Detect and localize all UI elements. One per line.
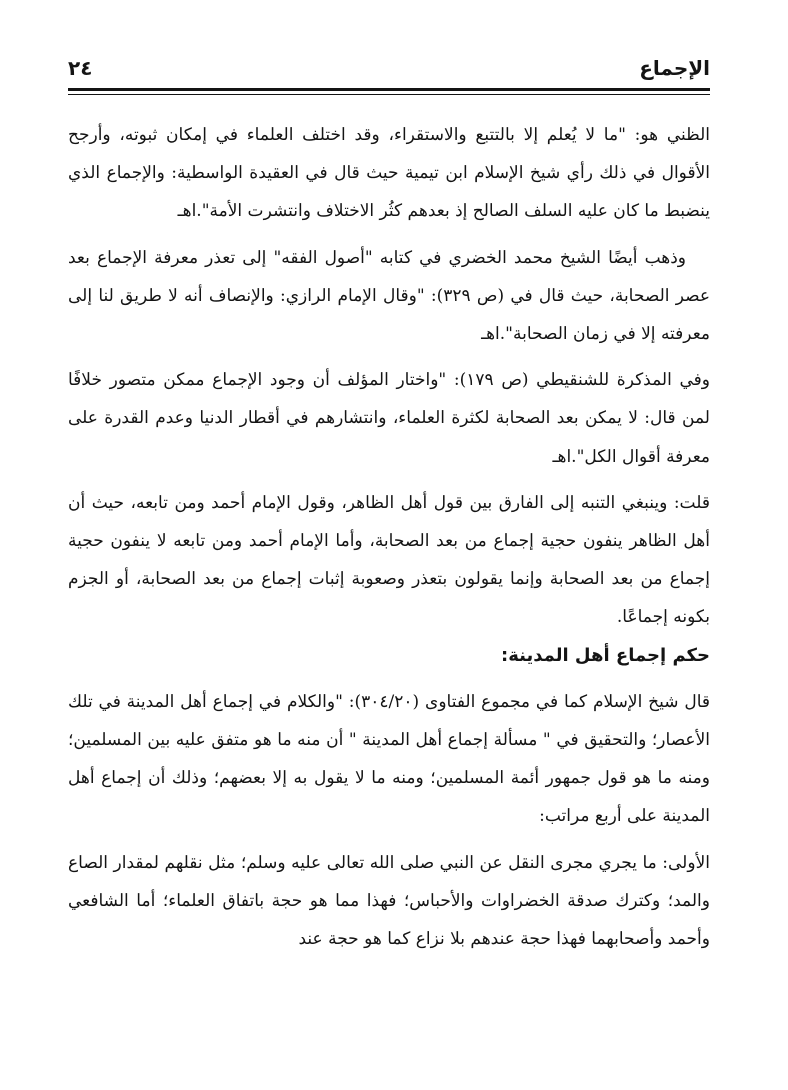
paragraph-4: قلت: وينبغي التنبه إلى الفارق بين قول أهل الظاهر، وقول الإمام أحمد ومن تابعه، حيث أن أهل الظاهر ينفون حجية إجماع من بعد الصحابة، وأما الإمام أحمد ومن تابعه لا ينفون حجية إجماع من بعد الصحابة وإنما يقولون بتعذر وصعوبة إثبات إجماع من بعد الصحابة، أو الجزم بكونه إجماعًا. bbox=[68, 492, 710, 628]
header-rule-thin bbox=[68, 94, 710, 95]
paragraph-6: الأولى: ما يجري مجرى النقل عن النبي صلى الله تعالى عليه وسلم؛ مثل نقلهم لمقدار الصاع والمد؛ وكترك صدقة الخضراوات والأحباس؛ فهذا مما هو حجة باتفاق العلماء؛ أما الشافعي وأحمد وأصحابهما فهذا حجة عندهم بلا نزاع كما هو حجة عند bbox=[68, 852, 710, 950]
section-heading: حكم إجماع أهل المدينة: bbox=[501, 644, 710, 666]
paragraph-1: الظني هو: "ما لا يُعلم إلا بالتتبع والاستقراء، وقد اختلف العلماء في إمكان ثبوته، وأرجح الأقوال في ذلك رأي شيخ الإسلام ابن تيمية حيث قال في العقيدة الواسطية: والإجماع الذي ينضبط ما كان عليه السلف الصالح إذ بعدهم كثُر الاختلاف وانتشرت الأمة".اهـ bbox=[68, 125, 710, 222]
paragraph-3: وفي المذكرة للشنقيطي (ص ١٧٩): "واختار المؤلف أن وجود الإجماع ممكن متصور خلافًا لمن قال: لا يمكن بعد الصحابة لكثرة العلماء، وانتشارهم في أقطار الدنيا وعدم القدرة على معرفة أقوال الكل".اهـ bbox=[68, 370, 710, 467]
page-number: ٢٤ bbox=[68, 56, 93, 80]
body-text bbox=[68, 116, 710, 958]
header-rule-thick bbox=[68, 88, 710, 91]
page-title: الإجماع bbox=[639, 56, 710, 80]
paragraph-5: قال شيخ الإسلام كما في مجموع الفتاوى (٣٠٤/٢٠): "والكلام في إجماع أهل المدينة في تلك الأعصار؛ والتحقيق في " مسألة إجماع أهل المدينة " أن منه ما هو متفق عليه بين المسلمين؛ ومنه ما هو قول جمهور أئمة المسلمين؛ ومنه ما لا يقول به إلا بعضهم؛ وذلك أن إجماع أهل المدينة على أربع مراتب: bbox=[68, 691, 710, 827]
page-header bbox=[68, 56, 710, 82]
paragraph-2: وذهب أيضًا الشيخ محمد الخضري في كتابه "أصول الفقه" إلى تعذر معرفة الإجماع بعد عصر الصحابة، حيث قال في (ص ٣٢٩): "وقال الإمام الرازي: والإنصاف أنه لا طريق لنا إلى معرفته إلا في زمان الصحابة".اهـ bbox=[68, 247, 710, 345]
